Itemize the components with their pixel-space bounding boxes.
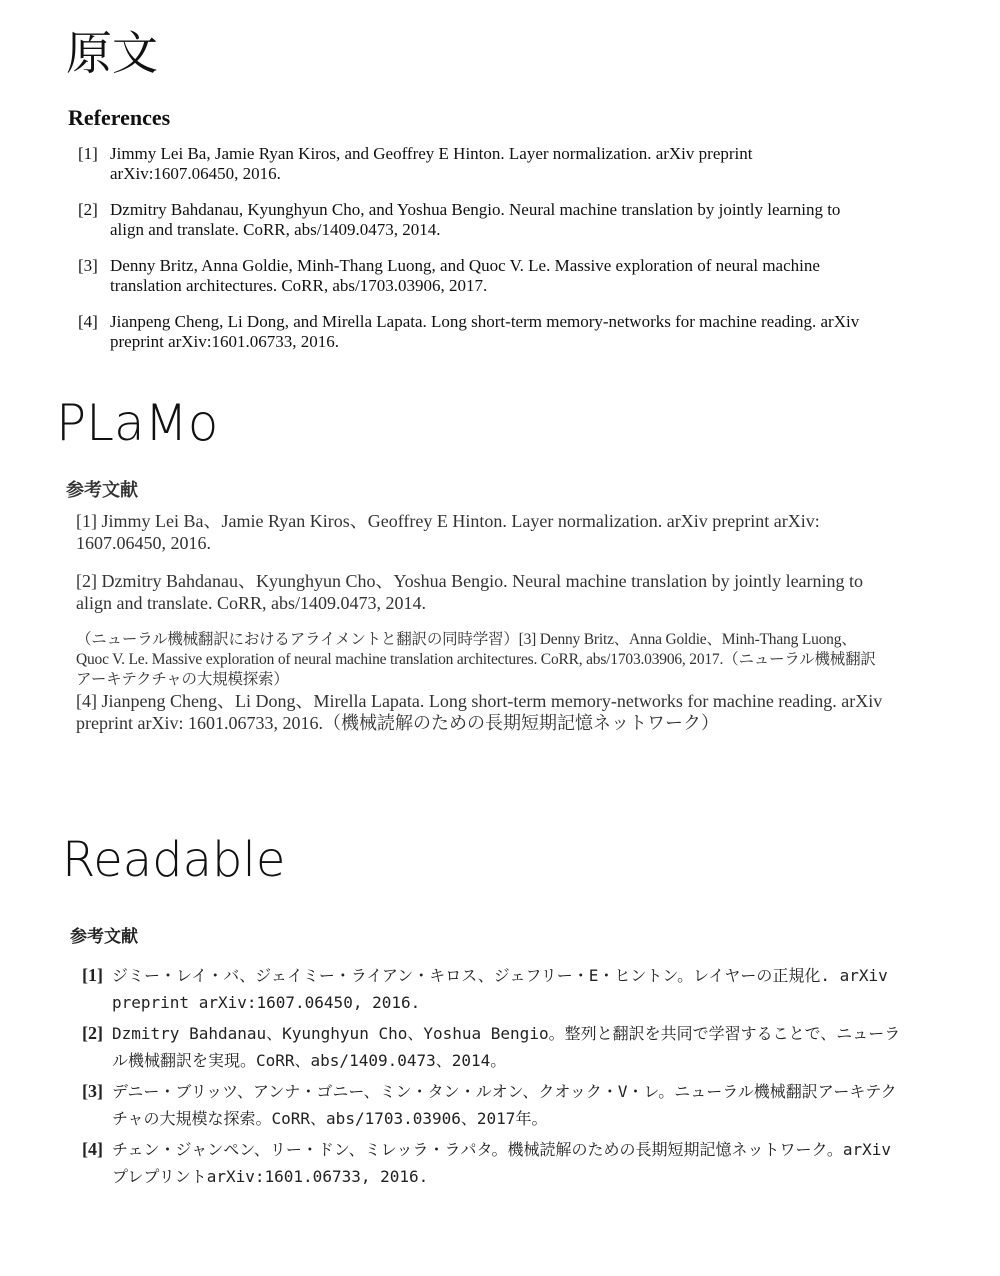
original-reference-list bbox=[78, 144, 868, 368]
reference-text: Dzmitry Bahdanau, Kyunghyun Cho, and Yoshua Bengio. Neural machine translation by jointly learning to align and translate. CoRR, abs/1409.0473, 2014. bbox=[110, 200, 841, 239]
reference-text: チェン・ジャンペン、リー・ドン、ミレッラ・ラパタ。機械読解のための長期短期記憶ネットワーク。arXivプレプリントarXiv:1601.06733, 2016. bbox=[112, 1140, 892, 1186]
plamo-reference-list bbox=[76, 510, 886, 750]
reference-number: [2] bbox=[82, 1023, 103, 1043]
reference-text: デニー・ブリッツ、アンナ・ゴニー、ミン・タン・ルオン、クオック・V・レ。ニューラル機械翻訳アーキテクチャの大規模な探索。CoRR、abs/1703.03906、2017年。 bbox=[112, 1082, 897, 1128]
original-references-heading: References bbox=[68, 105, 171, 130]
original-section-title: 原文 bbox=[66, 26, 158, 80]
reference-item bbox=[82, 962, 902, 1016]
reference-number: [2] bbox=[78, 200, 98, 219]
reference-item bbox=[82, 1020, 902, 1074]
reference-number: [3] bbox=[82, 1081, 103, 1101]
reference-item bbox=[78, 144, 868, 184]
reference-number: [1] bbox=[82, 965, 103, 985]
reference-item bbox=[82, 1136, 902, 1190]
readable-references-heading: 参考文献 bbox=[70, 927, 138, 947]
reference-item: [2] Dzmitry Bahdanau、Kyunghyun Cho、Yoshua Bengio. Neural machine translation by jointly learning to align and translate. CoRR, abs/1409.0473, 2014. bbox=[76, 571, 864, 613]
reference-item bbox=[78, 312, 868, 352]
readable-reference-list bbox=[82, 962, 902, 1194]
reference-text: ジミー・レイ・バ、ジェイミー・ライアン・キロス、ジェフリー・E・ヒントン。レイヤーの正規化. arXiv preprint arXiv:1607.06450, 2016. bbox=[112, 966, 888, 1012]
plamo-references-heading: 参考文献 bbox=[66, 480, 138, 501]
reference-number: [1] bbox=[78, 144, 98, 163]
reference-item bbox=[78, 256, 868, 296]
reference-item: （ニューラル機械翻訳におけるアライメントと翻訳の同時学習）[3] Denny Britz、Anna Goldie、Minh-Thang Luong、Quoc V. Le. Massive exploration of neural machine translation architectures. CoRR, abs/1703.03906, 2017.（ニューラル機械翻訳アーキテクチャの大規模探索） bbox=[76, 631, 876, 688]
reference-number: [4] bbox=[82, 1139, 103, 1159]
reference-text: Dzmitry Bahdanau、Kyunghyun Cho、Yoshua Bengio。整列と翻訳を共同で学習することで、ニューラル機械翻訳を実現。CoRR、abs/1409.0473、2014。 bbox=[112, 1024, 901, 1070]
reference-text: Jimmy Lei Ba, Jamie Ryan Kiros, and Geoffrey E Hinton. Layer normalization. arXiv preprint arXiv:1607.06450, 2016. bbox=[110, 144, 753, 183]
plamo-section-title: PLaMo bbox=[56, 394, 219, 452]
reference-item: [4] Jianpeng Cheng、Li Dong、Mirella Lapata. Long short-term memory-networks for machine reading. arXiv preprint arXiv: 1601.06733, 2016.（機械読解のための長期短期記憶ネットワーク） bbox=[76, 691, 883, 733]
reference-item: [1] Jimmy Lei Ba、Jamie Ryan Kiros、Geoffrey E Hinton. Layer normalization. arXiv preprint arXiv: 1607.06450, 2016. bbox=[76, 511, 820, 553]
reference-number: [4] bbox=[78, 312, 98, 331]
reference-item bbox=[78, 200, 868, 240]
reference-number: [3] bbox=[78, 256, 98, 275]
readable-section-title: Readable bbox=[62, 832, 286, 888]
reference-text: Jianpeng Cheng, Li Dong, and Mirella Lapata. Long short-term memory-networks for machine reading. arXiv preprint arXiv:1601.06733, 2016. bbox=[110, 312, 860, 351]
reference-text: Denny Britz, Anna Goldie, Minh-Thang Luong, and Quoc V. Le. Massive exploration of neural machine translation architectures. CoRR, abs/1703.03906, 2017. bbox=[110, 256, 820, 295]
reference-item bbox=[82, 1078, 902, 1132]
